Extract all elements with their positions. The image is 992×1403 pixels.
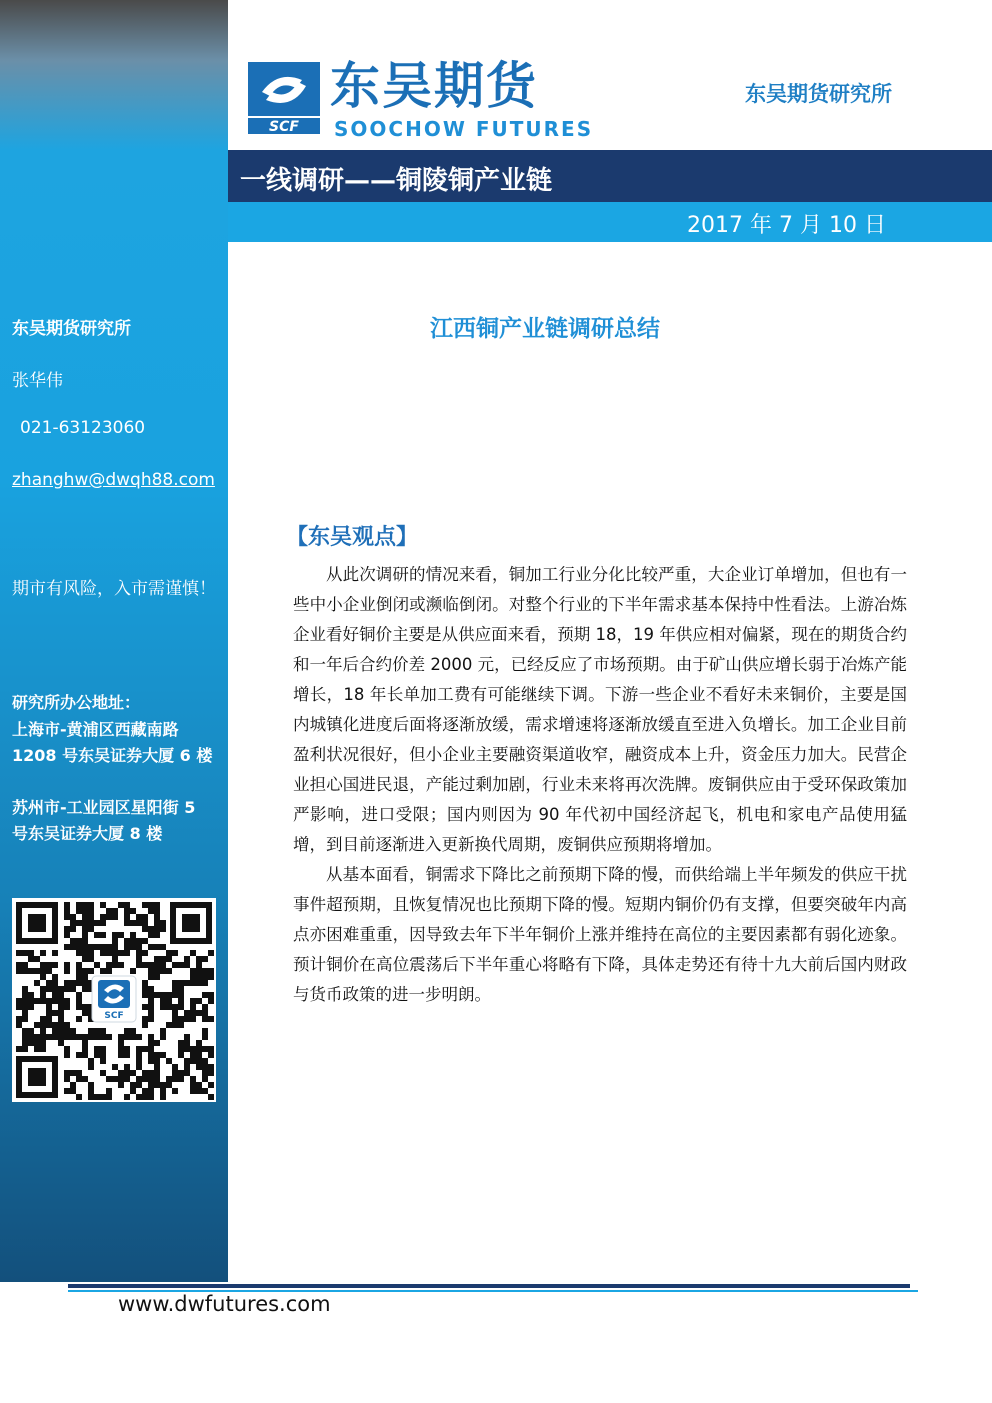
section-heading: 【东吴观点】 [286,525,419,550]
header-institute: 东吴期货研究所 [745,82,892,106]
website-link[interactable]: www.dwfutures.com [118,1292,331,1316]
logo-mark-icon [248,62,320,134]
logo-chinese-name: 东吴期货 [330,57,538,115]
qr-logo-text: SCF [104,1011,124,1021]
report-type-title: 一线调研——铜陵铜产业链 [240,166,553,196]
analyst-phone: 021-63123060 [20,418,146,438]
analyst-name: 张华伟 [12,371,63,391]
sidebar-institute: 东吴期货研究所 [12,319,131,339]
address-shanghai-line2: 1208 号东吴证券大厦 6 楼 [12,746,213,765]
report-date: 2017 年 7 月 10 日 [687,213,886,238]
address-label: 研究所办公地址： [12,693,141,712]
address-suzhou-line2: 号东吴证券大厦 8 楼 [12,824,163,843]
logo-english-name: SOOCHOW FUTURES [334,117,594,141]
sidebar [0,0,228,1282]
paragraph: 从此次调研的情况来看，铜加工行业分化比较严重，大企业订单增加，但也有一些中小企业倒闭或濒临倒闭。对整个行业的下半年需求基本保持中性看法。上游冶炼企业看好铜价主要是从供应面来看，预期 18，19 年供应相对偏紧，现在的期货合约和一年后合约价差 2000 元，已经反应了市场预期。由于矿山供应增长弱于冶炼产能增长，18 年长单加工费有可能继续下调。下游一些企业不看好未来铜价，主要是国内城镇化进度后面将逐渐放缓，需求增速将逐渐放缓直至进入负增长。加工企业目前盈利状况很好，但小企业主要融资渠道收窄，融资成本上升，资金压力加大。民营企业担心国进民退，产能过剩加剧，行业未来将再次洗牌。废铜供应由于受环保政策加严影响，进口受限；国内则因为 90 年代初中国经济起飞，机电和家电产品使用猛增，到目前逐渐进入更新换代周期，废铜供应预期将增加。 [293,565,907,854]
document-title: 江西铜产业链调研总结 [430,316,660,342]
logo-mark-text: SCF [269,119,299,134]
paragraph: 从基本面看，铜需求下降比之前预期下降的慢，而供给端上半年频发的供应干扰事件超预期，且恢复情况也比预期下降的慢。短期内铜价仍有支撑，但要突破年内高点亦困难重重，因导致去年下半年铜价上涨并维持在高位的主要因素都有弱化迹象。预计铜价在高位震荡后下半年重心将略有下降，具体走势还有待十九大前后国内财政与货币政策的进一步明朗。 [293,865,907,1004]
footer-divider [68,1284,910,1288]
address-suzhou-line1: 苏州市-工业园区星阳街 5 [12,798,196,817]
address-shanghai-line1: 上海市-黄浦区西藏南路 [12,720,179,739]
body-text [293,560,907,1010]
analyst-email-link[interactable]: zhanghw@dwqh88.com [12,470,215,490]
title-bar [228,150,992,202]
qr-code [12,898,216,1102]
risk-warning: 期市有风险，入市需谨慎！ [12,579,216,599]
date-bar [228,202,992,242]
